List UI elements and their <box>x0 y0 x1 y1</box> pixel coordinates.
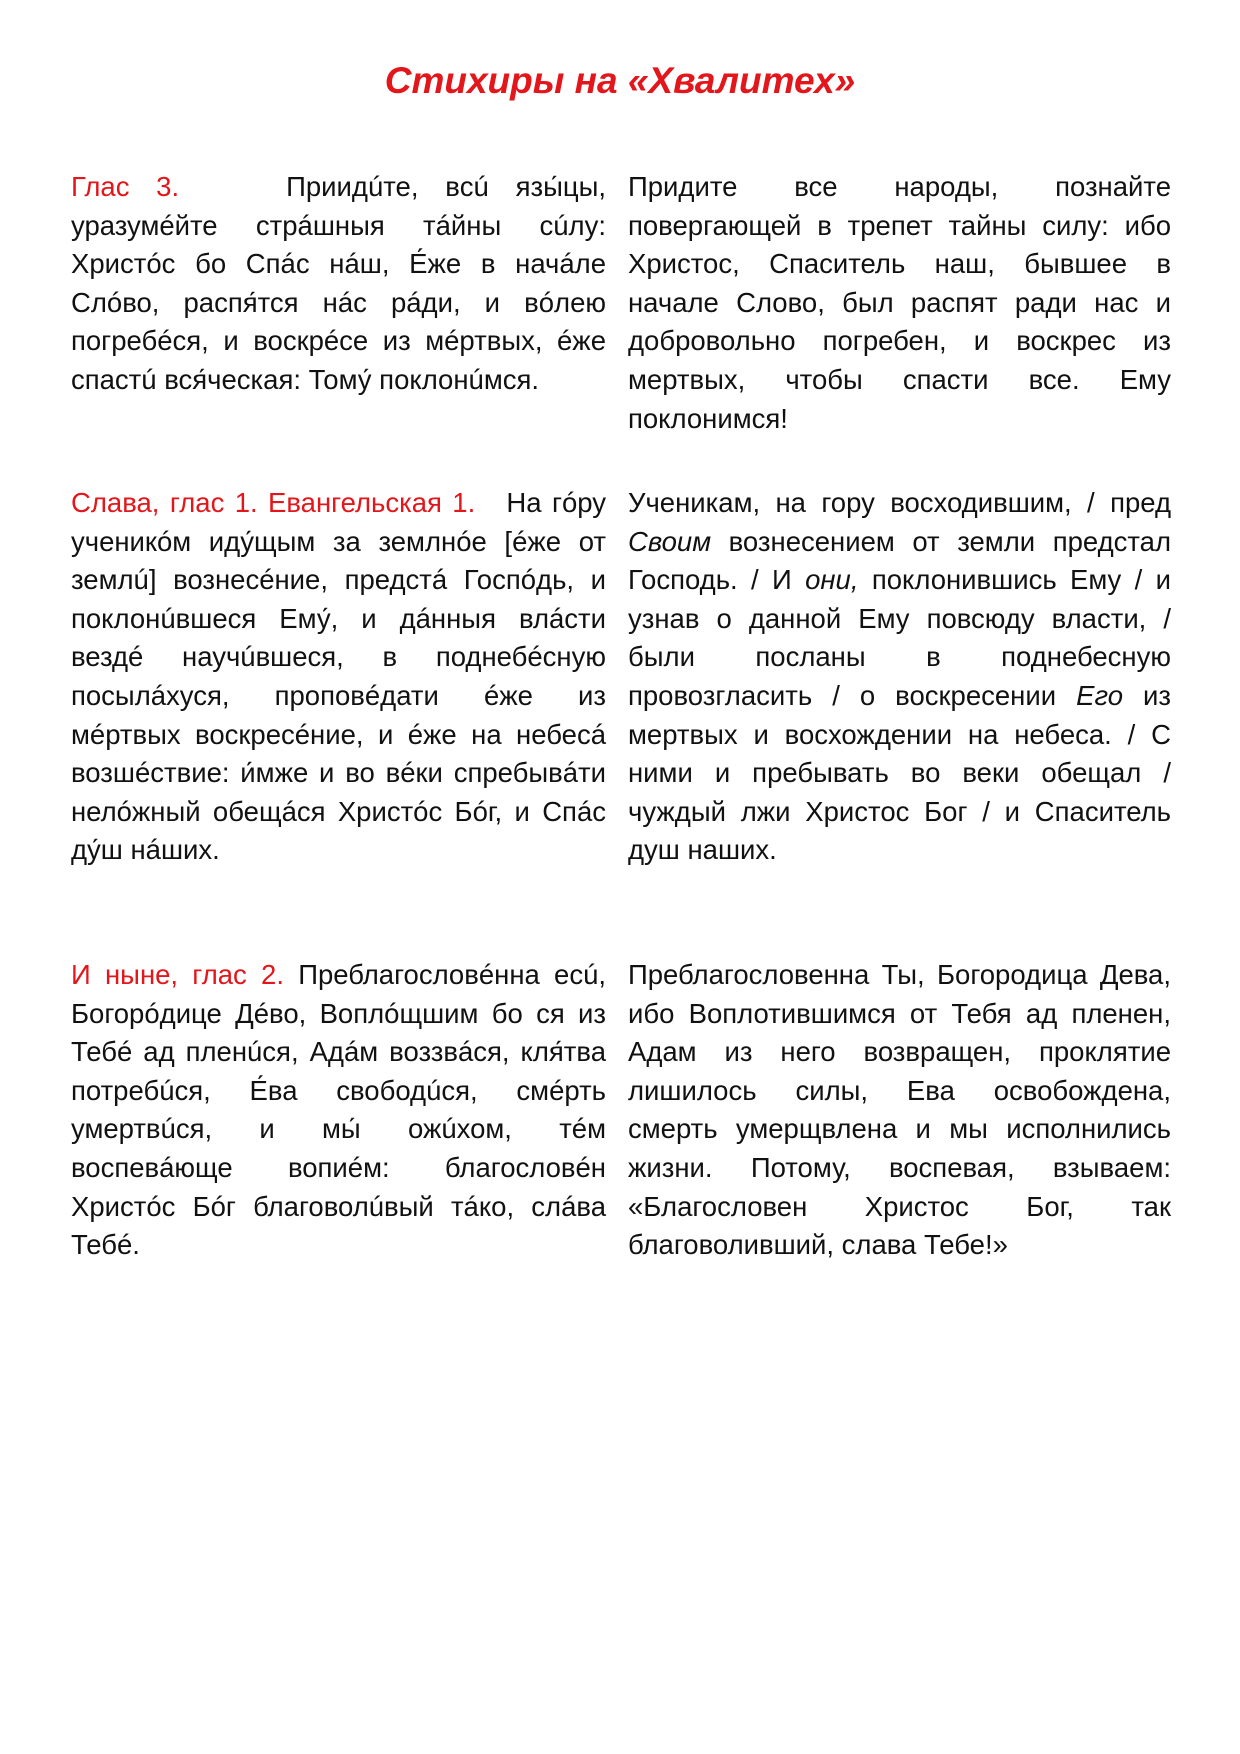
tone-heading: Слава, глас 1. Евангельская 1. <box>71 487 476 518</box>
italic-word: Своим <box>628 525 712 557</box>
translation-text: Преблагословенна Ты, Богородица Дева, ибо Воплотившимся от Тебя ад пленен, Адам из него возвращен, проклятие лишилось силы, Ева освобождена, смерть умерщвлена и мы исполнились жизни. Потому, воспевая, взываем: «Благословен Христос Бог, так благоволивший, слава Тебе!» <box>628 959 1171 1261</box>
translation-text: Ученикам, на гору восходившим, / пред <box>628 487 1171 518</box>
church-slavonic-text <box>71 484 606 870</box>
translation-text: вознесением от земли предстал Господь. / И <box>628 525 1171 596</box>
tone-heading: И ныне, глас 2. <box>71 959 284 990</box>
translation-text: поклонившись Ему / и узнав о данной Ему повсюду власти, / были посланы в поднебесную провозгласить / о воскресении <box>628 564 1171 711</box>
slavonic-verse: На гóру ученикóм иду́щым за землнóе [éже от землú] вознесéние, предстá Госпóдь, и поклонúвшеся Ему́, и дáнныя влáсти вездé научúвшеся, в поднебéсную посылáхуся, проповéдати éже из мéртвых воскресéние, и éже на небесá возшéствие: и́мже и во вéки спребывáти нелóжный обещáся Христóс Бóг, и Спáс ду́ш нáших. <box>71 487 607 866</box>
italic-word: Его <box>1076 679 1123 711</box>
church-slavonic-text <box>71 168 606 400</box>
tone-heading: Глас 3. <box>71 171 180 202</box>
page-title: Стихиры на «Хвалитех» <box>384 60 856 101</box>
russian-translation <box>628 956 1171 1265</box>
russian-translation <box>628 168 1171 438</box>
church-slavonic-text <box>71 956 606 1265</box>
translation-text: из мертвых и восхождении на небеса. / С ними и пребывать во веки обещал / чуждый лжи Христос Бог / и Спаситель душ наших. <box>628 679 1171 866</box>
translation-text: Придите все народы, познайте повергающей в трепет тайны силу: ибо Христос, Спаситель наш, бывшее в начале Слово, был распят ради нас и добровольно погребен, и воскрес из мертвых, чтобы спасти все. Ему поклонимся! <box>628 171 1171 434</box>
slavonic-verse: Приидúте, вcú язы́цы, уразумéйте стрáшныя тáйны сúлу: Христóс бо Спáс нáш, Е́же в начáле Слóво, распя́тся нáс рáди, и вóлею погребéся, и воскрéсе из мéртвых, éже спастú вся́ческая: Тому́ поклонúмся. <box>71 171 607 395</box>
russian-translation <box>628 484 1171 870</box>
slavonic-verse: Преблагословéнна есú, Богорóдице Дéво, Воплóщшим бо ся из Тебé ад пленúся, Адáм воззвáся, кля́тва потребúся, Е́ва свободúся, смéрть умертвúся, и мы́ ожúхом, тéм воспевáюще вопиéм: благословéн Христóс Бóг благоволúвый тáко, слáва Тебé. <box>71 959 606 1261</box>
italic-word: они, <box>805 564 859 596</box>
